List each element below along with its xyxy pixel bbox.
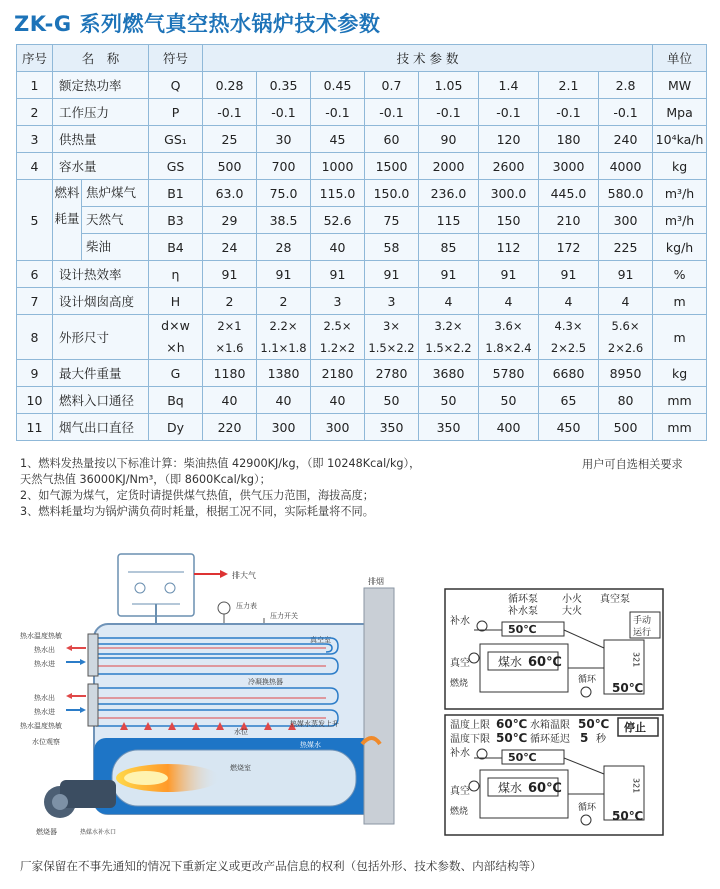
row-value: 50	[365, 387, 419, 414]
dims-symbol-top: d×w	[161, 318, 190, 333]
row-value: 25	[203, 126, 257, 153]
row-value: 0.28	[203, 72, 257, 99]
row-value: 115	[419, 207, 479, 234]
row-value: 80	[599, 387, 653, 414]
burner-label: 燃烧器	[36, 828, 57, 836]
hot-out-1-label: 热水出	[34, 646, 55, 654]
heat-medium-label: 热媒水	[300, 741, 321, 749]
row-value: 150	[479, 207, 539, 234]
row-value: 6680	[539, 360, 599, 387]
exchanger-label: 冷凝换热器	[248, 678, 283, 686]
row-no: 2	[17, 99, 53, 126]
row-value: 91	[599, 261, 653, 288]
p2-temp-bottom: 50℃	[612, 809, 644, 823]
row-value: 38.5	[257, 207, 311, 234]
table-row	[17, 72, 707, 99]
row-value: 52.6	[311, 207, 365, 234]
dims-bottom: 2×2.5	[550, 341, 587, 355]
table-row	[17, 414, 707, 441]
row-value: 2	[203, 288, 257, 315]
row-value: 50	[419, 387, 479, 414]
boiler-diagram	[20, 548, 420, 838]
row-no: 4	[17, 153, 53, 180]
dims-bottom: 1.5×2.2	[425, 341, 472, 355]
p2-temp-top: 50℃	[508, 751, 537, 764]
dims-bottom: 1.8×2.4	[485, 341, 532, 355]
p1-circ: 循环	[578, 675, 597, 685]
dims-symbol-bottom: ×h	[166, 340, 185, 355]
row-value: -0.1	[257, 99, 311, 126]
row-value: 172	[539, 234, 599, 261]
row-name: 设计烟囱高度	[53, 288, 149, 315]
hot-in-2-label: 热水进	[34, 708, 55, 716]
row-value: 180	[539, 126, 599, 153]
note-1: 1、燃料发热量按以下标准计算：柴油热值 42900KJ/kg，（即 10248Kcal/kg），	[20, 457, 421, 470]
row-symbol	[149, 315, 203, 360]
fuel-name: 天然气	[82, 207, 148, 234]
p1-vacuum: 真空	[450, 658, 470, 669]
row-value: 75	[365, 207, 419, 234]
row-no: 9	[17, 360, 53, 387]
row-value: 40	[311, 234, 365, 261]
dims-bottom: 2×2.6	[607, 341, 644, 355]
p2-stop-button[interactable]: 停止	[624, 721, 646, 734]
p2-media: 煤水	[498, 781, 523, 795]
row-value: 91	[257, 261, 311, 288]
dims-bottom: 1.2×2	[319, 341, 356, 355]
dims-bottom: ×1.6	[215, 341, 244, 355]
row-symbol: P	[149, 99, 203, 126]
table-row	[17, 180, 707, 207]
row-value: 236.0	[419, 180, 479, 207]
row-no: 7	[17, 288, 53, 315]
row-value: 29	[203, 207, 257, 234]
row-unit: mm	[653, 414, 707, 441]
row-value: 450	[539, 414, 599, 441]
row-value: 500	[599, 414, 653, 441]
header-params: 技 术 参 数	[203, 45, 653, 72]
row-value: 0.45	[311, 72, 365, 99]
row-value: 700	[257, 153, 311, 180]
row-value: 24	[203, 234, 257, 261]
fuel-group-bottom: 耗量	[54, 211, 80, 226]
p1-makeup-pump: 补水泵	[508, 606, 538, 617]
pressure-switch-label: 压力开关	[270, 612, 298, 620]
table-row	[17, 45, 707, 72]
row-value: -0.1	[599, 99, 653, 126]
p1-media: 煤水	[498, 655, 523, 669]
notes	[20, 456, 420, 520]
row-name: 容水量	[53, 153, 149, 180]
row-name: 燃料入口通径	[53, 387, 149, 414]
note-3: 3、燃料耗量均为锅炉满负荷时耗量，根据工况不同，实际耗量将不同。	[20, 505, 374, 518]
row-symbol: GS₁	[149, 126, 203, 153]
row-name: 设计热效率	[53, 261, 149, 288]
p2-burn: 燃烧	[450, 807, 469, 817]
row-symbol: Bq	[149, 387, 203, 414]
row-name: 供热量	[53, 126, 149, 153]
p1-circ-pump: 循环泵	[508, 594, 538, 605]
row-symbol: B4	[149, 234, 203, 261]
row-value: 1.4	[479, 72, 539, 99]
row-value	[479, 315, 539, 360]
row-value: -0.1	[419, 99, 479, 126]
row-name: 最大件重量	[53, 360, 149, 387]
row-value: 91	[365, 261, 419, 288]
row-value: 300	[311, 414, 365, 441]
control-panel-2	[444, 714, 664, 836]
row-value	[257, 315, 311, 360]
header-unit: 单位	[653, 45, 707, 72]
row-value	[365, 315, 419, 360]
p2-lower-val: 50℃	[496, 731, 528, 745]
pressure-gauge-label: 压力表	[236, 602, 257, 610]
fuel-group-top: 燃料	[54, 185, 80, 200]
row-value: 2600	[479, 153, 539, 180]
p1-temp-bottom: 50℃	[612, 681, 644, 695]
table-row	[17, 261, 707, 288]
row-value: 2000	[419, 153, 479, 180]
row-value: 63.0	[203, 180, 257, 207]
row-symbol: GS	[149, 153, 203, 180]
row-no: 1	[17, 72, 53, 99]
dims-top: 2×1	[217, 319, 242, 333]
header-no: 序号	[17, 45, 53, 72]
table-row	[17, 126, 707, 153]
level-view-label: 水位观察	[32, 738, 60, 746]
drain-label: 热媒水补水口	[80, 829, 117, 836]
row-value: 350	[419, 414, 479, 441]
row-value: 1180	[203, 360, 257, 387]
row-unit: kg	[653, 360, 707, 387]
row-value: 580.0	[599, 180, 653, 207]
row-value: 91	[311, 261, 365, 288]
header-name: 名 称	[53, 45, 149, 72]
row-value: 2180	[311, 360, 365, 387]
exhaust-label: 排大气	[232, 571, 256, 580]
row-value: 350	[365, 414, 419, 441]
row-value: -0.1	[311, 99, 365, 126]
fuel-group	[53, 180, 149, 261]
p1-run[interactable]: 运行	[633, 628, 652, 638]
row-value: 240	[599, 126, 653, 153]
row-value: 30	[257, 126, 311, 153]
row-unit: %	[653, 261, 707, 288]
row-value: 225	[599, 234, 653, 261]
row-value: 40	[311, 387, 365, 414]
p1-small-fire: 小火	[562, 594, 582, 605]
row-value: 4	[479, 288, 539, 315]
row-value: 4	[599, 288, 653, 315]
row-no: 11	[17, 414, 53, 441]
row-value: 3	[365, 288, 419, 315]
row-no: 3	[17, 126, 53, 153]
row-value	[311, 315, 365, 360]
p2-delay-val: 5	[580, 731, 589, 745]
fuel-name: 柴油	[86, 239, 112, 254]
hot-in-1-label: 热水进	[34, 660, 55, 668]
table-row	[17, 387, 707, 414]
p1-temp-top: 50℃	[508, 623, 537, 636]
row-value: 0.7	[365, 72, 419, 99]
row-value	[599, 315, 653, 360]
row-symbol: H	[149, 288, 203, 315]
table-row	[17, 315, 707, 360]
p2-tank-label: 水箱温限	[530, 720, 570, 731]
row-value: 85	[419, 234, 479, 261]
p2-lower-label: 温度下限	[450, 734, 490, 745]
row-value: 28	[257, 234, 311, 261]
p2-circ: 循环	[578, 803, 597, 813]
row-value	[203, 315, 257, 360]
row-value: 2780	[365, 360, 419, 387]
dims-top: 4.3×	[554, 319, 583, 333]
header-symbol: 符号	[149, 45, 203, 72]
row-value: 1500	[365, 153, 419, 180]
row-no: 5	[17, 180, 53, 261]
spec-table	[16, 44, 707, 441]
row-value: 5780	[479, 360, 539, 387]
row-value: 60	[365, 126, 419, 153]
dims-top: 3.6×	[494, 319, 523, 333]
row-value: 50	[479, 387, 539, 414]
row-value: -0.1	[479, 99, 539, 126]
row-value: 65	[539, 387, 599, 414]
row-value: 150.0	[365, 180, 419, 207]
sensor-top-label: 热水温度热敏	[20, 632, 62, 640]
row-value: -0.1	[365, 99, 419, 126]
sensor-bottom-label: 热水温度热敏	[20, 722, 62, 730]
row-value	[539, 315, 599, 360]
row-value: 220	[203, 414, 257, 441]
p2-makeup: 补水	[450, 748, 470, 759]
row-unit: MW	[653, 72, 707, 99]
row-symbol: Dy	[149, 414, 203, 441]
row-value: 91	[479, 261, 539, 288]
row-value: 90	[419, 126, 479, 153]
p2-upper-val: 60℃	[496, 717, 528, 731]
row-value: 300	[257, 414, 311, 441]
row-value: 445.0	[539, 180, 599, 207]
furnace-label: 燃烧室	[230, 764, 251, 772]
p1-vacuum-pump: 真空泵	[600, 594, 630, 605]
row-value: 45	[311, 126, 365, 153]
note-1b: 天然气热值 36000KJ/Nm³，（即 8600Kcal/kg）；	[20, 473, 271, 486]
dims-top: 3×	[383, 319, 400, 333]
p1-media-temp: 60℃	[528, 655, 562, 670]
row-value: 2.8	[599, 72, 653, 99]
dims-bottom: 1.1×1.8	[260, 341, 307, 355]
p2-delay-label: 循环延迟	[530, 734, 570, 745]
fuel-name: 焦炉煤气	[82, 180, 148, 207]
dims-top: 5.6×	[611, 319, 640, 333]
row-unit: m	[653, 288, 707, 315]
row-unit: kg	[653, 153, 707, 180]
note-2: 2、如气源为煤气，定货时请提供煤气热值，供气压力范围，海拔高度；	[20, 489, 374, 502]
row-unit: 10⁴ka/h	[653, 126, 707, 153]
row-value: 3	[311, 288, 365, 315]
row-value: -0.1	[203, 99, 257, 126]
row-value: 3680	[419, 360, 479, 387]
row-value: 300	[599, 207, 653, 234]
row-value	[419, 315, 479, 360]
fuel-name-column	[81, 180, 148, 260]
row-value: 4000	[599, 153, 653, 180]
row-value: 1380	[257, 360, 311, 387]
row-no: 6	[17, 261, 53, 288]
row-symbol: G	[149, 360, 203, 387]
row-value: 75.0	[257, 180, 311, 207]
note-right: 用户可自选相关要求	[582, 458, 683, 471]
row-symbol: η	[149, 261, 203, 288]
row-value: 91	[203, 261, 257, 288]
p2-media-temp: 60℃	[528, 781, 562, 796]
chimney-label: 排烟	[368, 577, 384, 586]
row-unit: kg/h	[653, 234, 707, 261]
row-value: 40	[257, 387, 311, 414]
hot-out-2-label: 热水出	[34, 694, 55, 702]
dims-bottom: 1.5×2.2	[368, 341, 415, 355]
row-name: 外形尺寸	[53, 315, 149, 360]
footer-disclaimer: 厂家保留在不事先通知的情况下重新定义或更改产品信息的权利（包括外形、技术参数、内部结构等）	[20, 859, 542, 873]
table-row	[17, 153, 707, 180]
row-value: 91	[419, 261, 479, 288]
vacuum-chamber-label: 真空室	[310, 636, 331, 644]
row-value: 4	[419, 288, 479, 315]
row-value: 0.35	[257, 72, 311, 99]
row-unit: Mpa	[653, 99, 707, 126]
p1-manual[interactable]: 手动	[633, 616, 652, 626]
control-panel-1	[444, 588, 664, 710]
p1-burn: 燃烧	[450, 679, 469, 689]
row-symbol: B1	[149, 180, 203, 207]
table-row	[17, 288, 707, 315]
row-name: 工作压力	[53, 99, 149, 126]
row-value: 8950	[599, 360, 653, 387]
row-unit: m	[653, 315, 707, 360]
p2-upper-label: 温度上限	[450, 720, 490, 731]
row-value: 58	[365, 234, 419, 261]
row-name: 烟气出口直径	[53, 414, 149, 441]
water-level-label: 水位	[234, 728, 248, 736]
p2-vacuum: 真空	[450, 786, 470, 797]
page-title: ZK-G 系列燃气真空热水锅炉技术参数	[14, 12, 381, 36]
row-unit: m³/h	[653, 180, 707, 207]
row-value: 91	[539, 261, 599, 288]
row-value: 112	[479, 234, 539, 261]
row-value: 400	[479, 414, 539, 441]
row-unit: mm	[653, 387, 707, 414]
row-name: 额定热功率	[53, 72, 149, 99]
table-row	[17, 360, 707, 387]
p2-sec: 秒	[596, 734, 606, 745]
row-value: 2	[257, 288, 311, 315]
dims-top: 2.5×	[323, 319, 352, 333]
p2-digits: 321	[631, 778, 641, 794]
row-symbol: Q	[149, 72, 203, 99]
row-value: 500	[203, 153, 257, 180]
row-unit: m³/h	[653, 207, 707, 234]
table-row	[17, 99, 707, 126]
row-no: 8	[17, 315, 53, 360]
row-value: 210	[539, 207, 599, 234]
p1-makeup: 补水	[450, 616, 470, 627]
dims-top: 3.2×	[434, 319, 463, 333]
row-value: 300.0	[479, 180, 539, 207]
row-value: 3000	[539, 153, 599, 180]
steam-rise-label: 热媒水蒸发上升	[290, 720, 339, 728]
p1-big-fire: 大火	[562, 606, 582, 617]
p2-tank-val: 50℃	[578, 717, 610, 731]
row-value: 4	[539, 288, 599, 315]
dims-top: 2.2×	[269, 319, 298, 333]
row-value: 120	[479, 126, 539, 153]
row-value: 1000	[311, 153, 365, 180]
p1-digits: 321	[631, 652, 641, 668]
row-value: 2.1	[539, 72, 599, 99]
row-value: -0.1	[539, 99, 599, 126]
row-value: 40	[203, 387, 257, 414]
row-value: 115.0	[311, 180, 365, 207]
row-value: 1.05	[419, 72, 479, 99]
row-no: 10	[17, 387, 53, 414]
row-symbol: B3	[149, 207, 203, 234]
